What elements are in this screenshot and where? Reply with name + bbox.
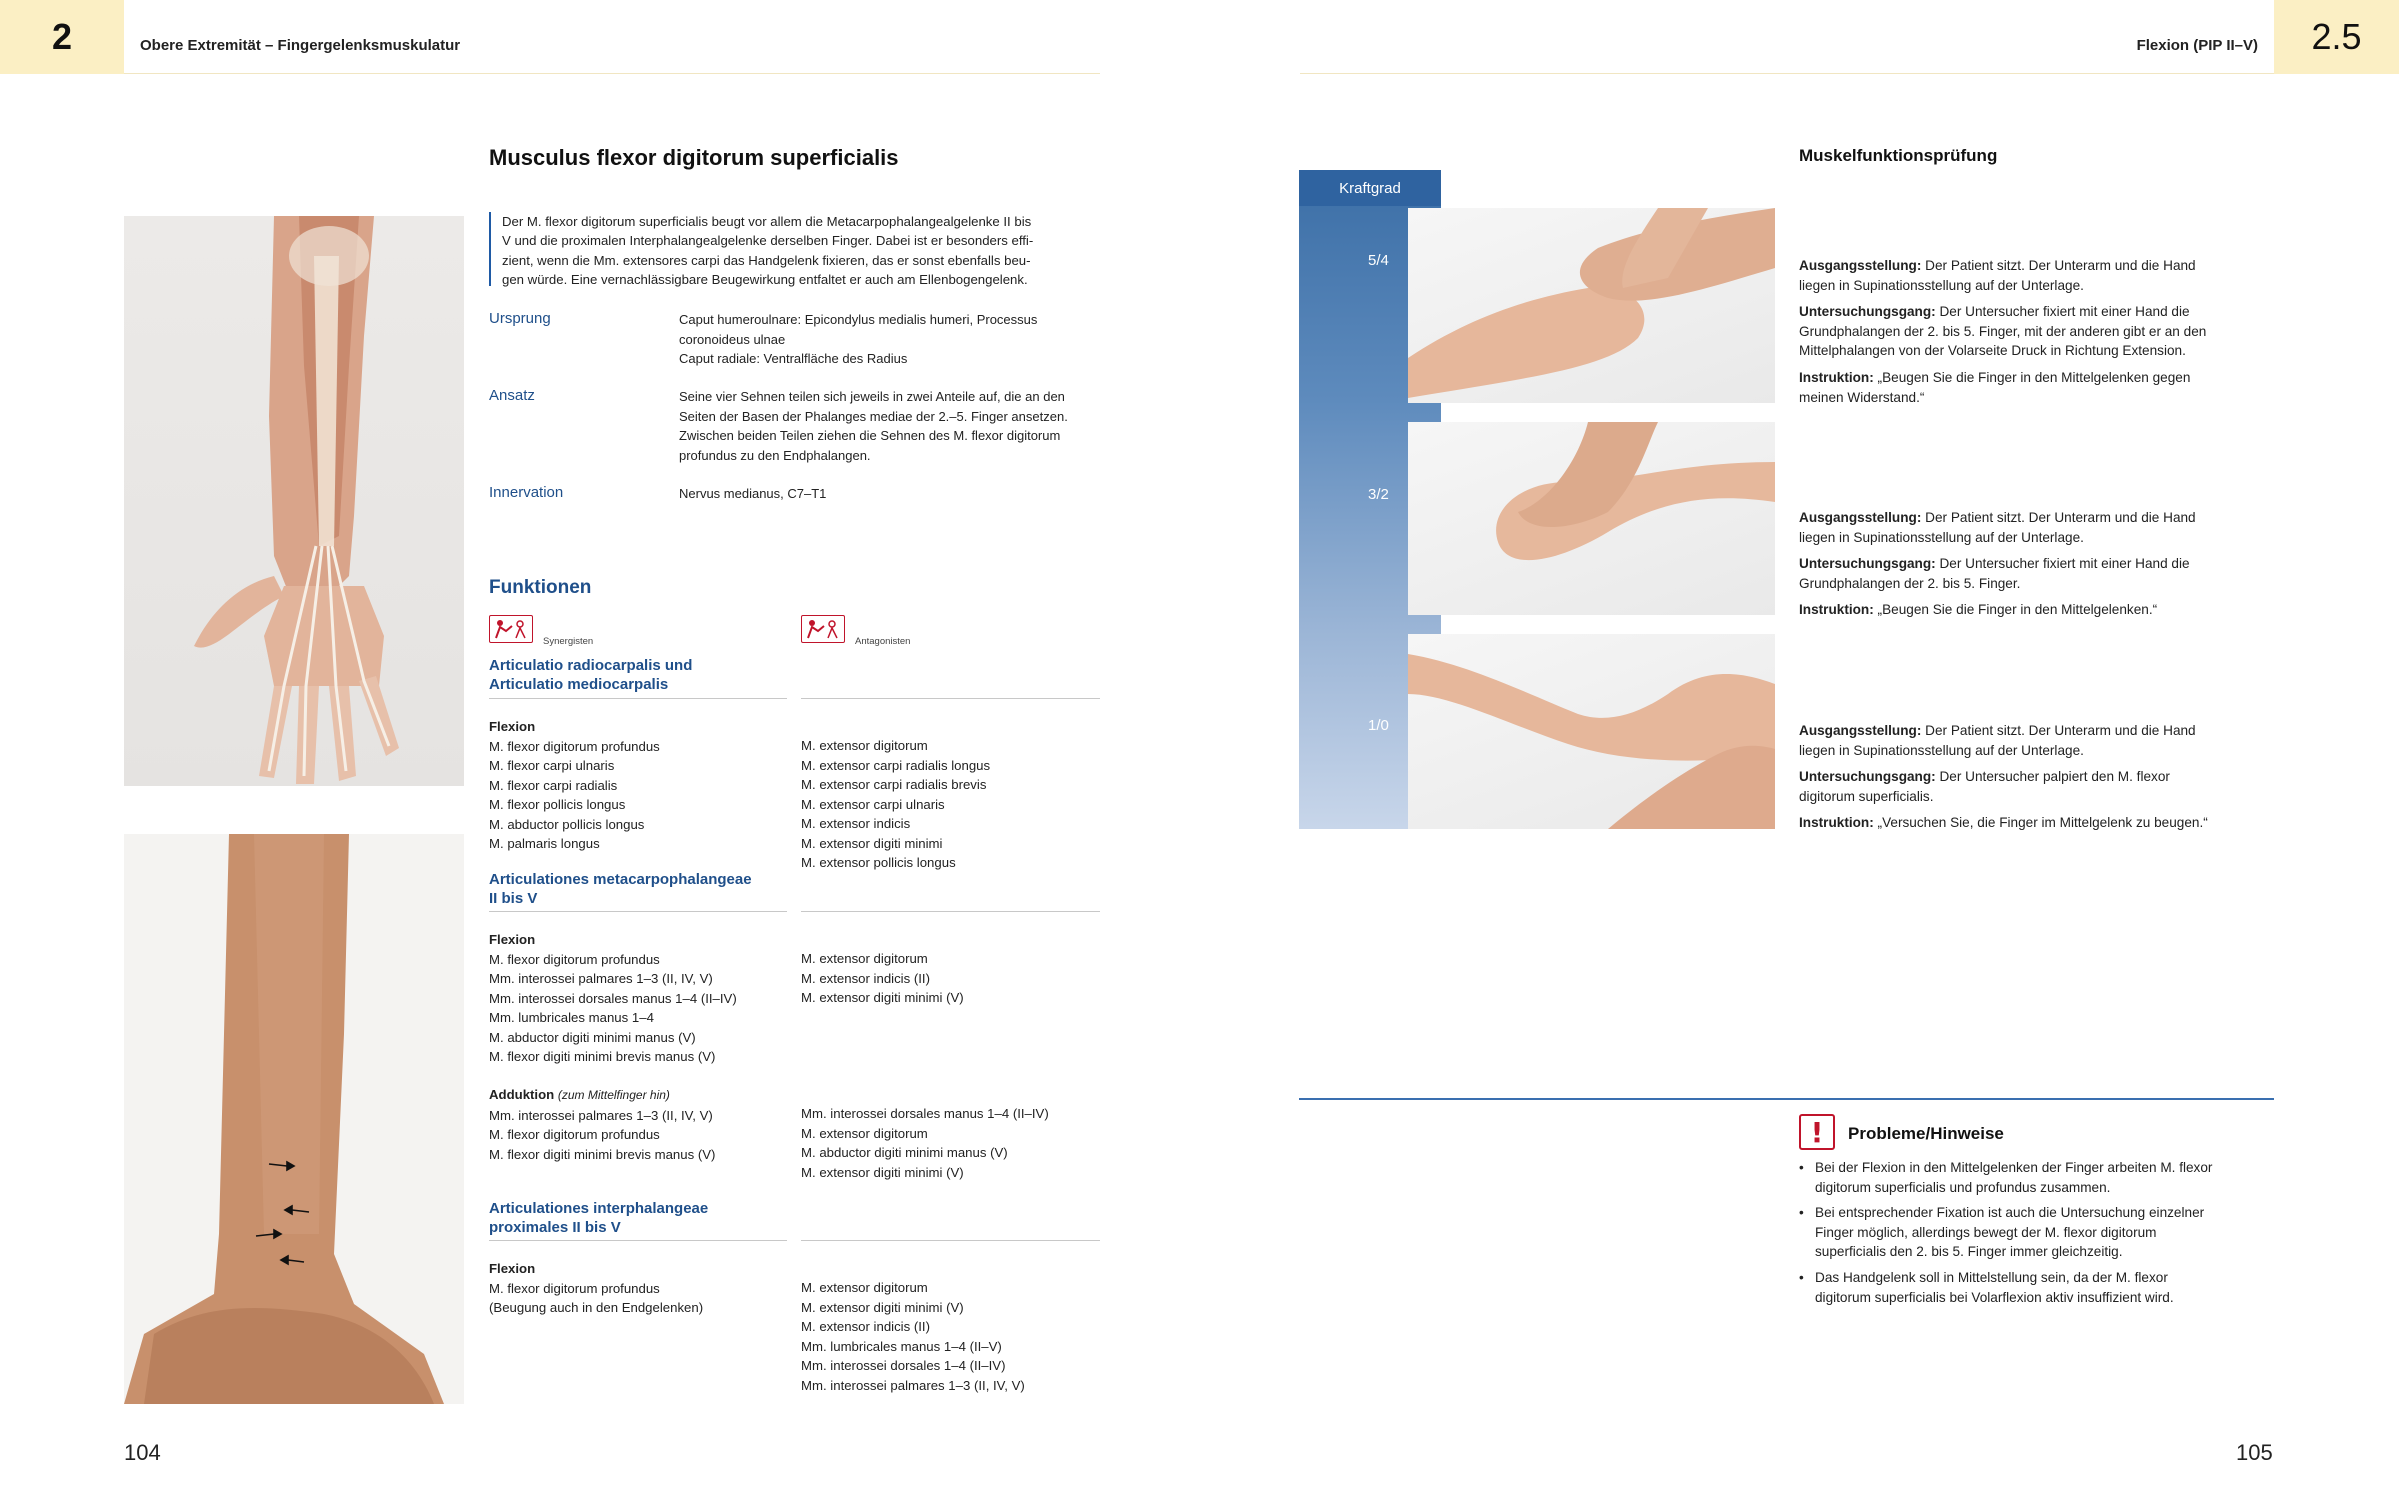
problem-line: superficialis den 2. bis 5. Finger immer gleichzeitig.	[1815, 1244, 2123, 1260]
test-label: Instruktion:	[1799, 369, 1874, 385]
test-text: „Beugen Sie die Finger in den Mittelgelenken gegen	[1877, 369, 2191, 385]
intro-paragraph	[502, 212, 1100, 290]
syn-item: Mm. lumbricales manus 1–4	[489, 1010, 654, 1025]
synergist-icon	[489, 615, 533, 643]
group-heading-line: Articulatio radiocarpalis und	[489, 657, 693, 674]
syn-item: M. flexor digitorum profundus	[489, 1280, 660, 1296]
problem-line: • Bei der Flexion in den Mittelgelenken der Finger arbeiten M. flexor	[1815, 1160, 2213, 1175]
group-heading-line: Articulatio mediocarpalis	[489, 676, 669, 693]
header-rule-left	[124, 73, 1100, 74]
page-number-right: 105	[2236, 1440, 2273, 1465]
test-label: Untersuchungsgang:	[1799, 304, 1936, 320]
test-text-cont: liegen in Supinationsstellung auf der Unterlage.	[1799, 742, 2084, 758]
test-text: „Versuchen Sie, die Finger im Mittelgelenk zu beugen.“	[1877, 815, 2208, 831]
test-text: Der Untersucher fixiert mit einer Hand die	[1939, 304, 2190, 320]
kraftgrad-tab	[1299, 170, 1441, 206]
test-label: Instruktion:	[1799, 602, 1874, 618]
ant-item: Mm. lumbricales manus 1–4 (II–V)	[801, 1338, 1002, 1354]
ant-item: M. extensor carpi radialis longus	[801, 757, 991, 773]
ant-item: M. extensor digiti minimi (V)	[801, 1164, 964, 1180]
ursprung-text	[679, 310, 1100, 369]
block-label: Flexion	[489, 1261, 536, 1276]
syn-block	[489, 1259, 789, 1318]
test-text-cont: Grundphalangen der 2. bis 5. Finger, mit der anderen gibt er an den	[1799, 323, 2207, 339]
ansatz-line: Seiten der Basen der Phalanges mediae der 2.–5. Finger ansetzen.	[679, 408, 1068, 424]
block-label: Flexion	[489, 932, 536, 947]
test-description	[1799, 256, 2279, 407]
syn-item: M. flexor digitorum profundus	[489, 951, 660, 967]
test-label: Ausgangsstellung:	[1799, 723, 1922, 738]
block-note: (zum Mittelfinger hin)	[557, 1088, 670, 1102]
syn-item: M. flexor digiti minimi brevis manus (V)	[489, 1146, 716, 1162]
test-text: Der Patient sitzt. Der Unterarm und die Hand	[1925, 510, 2196, 525]
grade-label: 1/0	[1368, 717, 1389, 734]
ursprung-label: Ursprung	[489, 310, 551, 327]
intro-line: Der M. flexor digitorum superficialis beugt vor allem die Metacarpophalangealgelenke II bis	[502, 214, 1032, 229]
group-heading	[489, 1199, 708, 1237]
innervation-text: Nervus medianus, C7–T1	[679, 486, 827, 501]
test-item	[1799, 256, 2279, 295]
ant-item: M. abductor digiti minimi manus (V)	[801, 1145, 1008, 1160]
warning-icon: !	[1799, 1114, 1835, 1150]
test-text-cont: liegen in Supinationsstellung auf der Unterlage.	[1799, 529, 2084, 545]
muscle-title: Musculus flexor digitorum superficialis	[489, 145, 899, 170]
antagonisten-label: Antagonisten	[855, 636, 911, 647]
ursprung-line: Caput radiale: Ventralfläche des Radius	[679, 351, 908, 366]
test-text: Der Patient sitzt. Der Unterarm und die Hand	[1925, 258, 2196, 273]
syn-block	[489, 1085, 789, 1164]
test-item	[1799, 302, 2279, 361]
group-heading-line: II bis V	[489, 890, 538, 907]
ant-item: M. extensor carpi ulnaris	[801, 796, 945, 812]
test-description	[1799, 508, 2279, 620]
ant-item: Mm. interossei palmares 1–3 (II, IV, V)	[801, 1377, 1025, 1393]
test-photo-grade-1-0	[1408, 634, 1775, 829]
group-heading-line: Articulationes interphalangeae	[489, 1200, 709, 1217]
forearm-photo	[124, 834, 464, 1404]
intro-line: V und die proximalen Interphalangealgelenke derselben Finger. Dabei ist er besonders effi-	[502, 233, 1034, 249]
funktionen-heading: Funktionen	[489, 577, 592, 598]
problems-list	[1799, 1158, 2279, 1313]
syn-item: M. abductor digiti minimi manus (V)	[489, 1029, 696, 1045]
test-item	[1799, 368, 2279, 407]
ant-item: M. extensor digitorum	[801, 951, 928, 966]
group-heading-line: proximales II bis V	[489, 1219, 621, 1236]
ant-block	[801, 1104, 1101, 1182]
ant-item: M. extensor digitorum	[801, 1280, 928, 1295]
ant-item: M. extensor indicis (II)	[801, 1319, 930, 1334]
ant-item: M. extensor digiti minimi (V)	[801, 1299, 964, 1315]
running-header-left: Obere Extremität – Fingergelenksmuskulatur	[140, 37, 461, 54]
syn-item: (Beugung auch in den Endgelenken)	[489, 1300, 704, 1315]
test-text-cont: Mittelphalangen von der Volarseite Druck in Richtung Extension.	[1799, 343, 2186, 359]
group-heading-line: Articulationes metacarpophalangeae	[489, 871, 752, 888]
ansatz-label: Ansatz	[489, 387, 535, 404]
chapter-number-right: 2.5	[2311, 16, 2362, 57]
group-rule-syn	[489, 911, 787, 912]
chapter-number-left: 2	[51, 16, 73, 57]
ansatz-line: profundus zu den Endphalangen.	[679, 447, 871, 463]
ansatz-line: Zwischen beiden Teilen ziehen die Sehnen des M. flexor digitorum	[679, 428, 1061, 443]
intro-line: gen würde. Eine vernachlässigbare Beugewirkung entfaltet er auch am Ellenbogengelenk.	[502, 272, 1028, 288]
syn-block	[489, 930, 789, 1067]
syn-item: M. flexor carpi radialis	[489, 777, 618, 793]
syn-item: M. flexor digiti minimi brevis manus (V)	[489, 1049, 716, 1064]
group-rule-syn	[489, 698, 787, 699]
problem-line: digitorum superficialis und profundus zusammen.	[1815, 1179, 2111, 1195]
problem-item	[1799, 1203, 2279, 1262]
group-rule-syn	[489, 1240, 787, 1241]
ant-block	[801, 1278, 1101, 1395]
grade-label: 3/2	[1368, 486, 1389, 503]
grade-label: 5/4	[1368, 252, 1389, 269]
test-text-cont: meinen Widerstand.“	[1799, 389, 1925, 405]
test-text: Der Untersucher palpiert den M. flexor	[1939, 769, 2170, 785]
group-heading	[489, 656, 692, 694]
test-item	[1799, 554, 2279, 593]
ant-item: M. extensor indicis (II)	[801, 970, 930, 986]
test-text: Der Patient sitzt. Der Unterarm und die Hand	[1925, 723, 2196, 738]
ant-item: M. extensor digiti minimi (V)	[801, 990, 964, 1005]
ansatz-text	[679, 387, 1100, 465]
syn-item: M. palmaris longus	[489, 836, 600, 851]
syn-item: Mm. interossei dorsales manus 1–4 (II–IV)	[489, 990, 737, 1006]
ursprung-line: Caput humeroulnare: Epicondylus medialis humeri, Processus	[679, 312, 1038, 327]
header-rule-right	[1300, 73, 2274, 74]
group-rule-ant	[801, 911, 1100, 912]
antagonist-icon	[801, 615, 845, 643]
ant-item: M. extensor indicis	[801, 816, 911, 831]
page-number-left: 104	[124, 1440, 161, 1465]
test-item	[1799, 508, 2279, 547]
ant-item: M. extensor digitorum	[801, 738, 928, 753]
group-rule-ant	[801, 698, 1100, 699]
problem-line: • Das Handgelenk soll in Mittelstellung sein, da der M. flexor	[1815, 1269, 2168, 1285]
running-header-right: Flexion (PIP II–V)	[2136, 37, 2258, 54]
problem-item	[1799, 1268, 2279, 1307]
syn-block	[489, 717, 789, 854]
test-label: Ausgangsstellung:	[1799, 258, 1922, 273]
problems-divider	[1299, 1098, 2274, 1100]
ant-item: M. extensor digiti minimi	[801, 835, 943, 851]
test-item	[1799, 600, 2279, 620]
ant-item: Mm. interossei dorsales 1–4 (II–IV)	[801, 1358, 1006, 1373]
syn-item: M. flexor digitorum profundus	[489, 1127, 660, 1142]
test-text-cont: liegen in Supinationsstellung auf der Unterlage.	[1799, 277, 2084, 293]
test-text-cont: Grundphalangen der 2. bis 5. Finger.	[1799, 575, 2021, 591]
group-heading	[489, 870, 752, 908]
ursprung-line: coronoideus ulnae	[679, 331, 786, 347]
ant-item: M. extensor pollicis longus	[801, 855, 956, 870]
test-description	[1799, 721, 2279, 833]
problem-line: Finger möglich, allerdings bewegt der M. flexor digitorum	[1815, 1224, 2157, 1240]
test-item	[1799, 767, 2279, 806]
test-label: Instruktion:	[1799, 815, 1874, 831]
kraftgrad-label: Kraftgrad	[1339, 179, 1401, 197]
test-label: Untersuchungsgang:	[1799, 769, 1936, 785]
block-label: Adduktion	[489, 1087, 555, 1102]
intro-accent-bar	[489, 212, 491, 286]
chapter-number-box-right	[2274, 0, 2399, 74]
test-text-cont: digitorum superficialis.	[1799, 788, 1934, 804]
chapter-number-box-left	[0, 0, 124, 74]
block-label-row	[489, 1085, 789, 1106]
ant-block	[801, 949, 1101, 1008]
problem-item	[1799, 1158, 2279, 1197]
problems-title: Probleme/Hinweise	[1848, 1124, 2004, 1143]
test-item	[1799, 813, 2279, 833]
anatomy-illustration	[124, 216, 464, 786]
ansatz-line: Seine vier Sehnen teilen sich jeweils in zwei Anteile auf, die an den	[679, 389, 1065, 404]
ant-block	[801, 736, 1101, 873]
syn-item: M. abductor pollicis longus	[489, 816, 645, 832]
syn-item: M. flexor digitorum profundus	[489, 738, 660, 754]
synergisten-label: Synergisten	[543, 636, 594, 647]
syn-item: M. flexor pollicis longus	[489, 797, 626, 812]
muskelfunktion-title: Muskelfunktionsprüfung	[1799, 146, 1998, 165]
group-rule-ant	[801, 1240, 1100, 1241]
test-label: Untersuchungsgang:	[1799, 556, 1936, 572]
problem-line: • Bei entsprechender Fixation ist auch die Untersuchung einzelner	[1815, 1205, 2205, 1221]
test-photo-grade-5-4	[1408, 208, 1775, 403]
syn-item: M. flexor carpi ulnaris	[489, 758, 615, 773]
innervation-label: Innervation	[489, 484, 564, 501]
problem-line: digitorum superficialis bei Volarflexion aktiv insuffizient wird.	[1815, 1289, 2174, 1305]
test-text: „Beugen Sie die Finger in den Mittelgelenken.“	[1877, 602, 2158, 618]
test-text: Der Untersucher fixiert mit einer Hand die	[1939, 556, 2190, 572]
ant-item: M. extensor carpi radialis brevis	[801, 777, 987, 792]
syn-item: Mm. interossei palmares 1–3 (II, IV, V)	[489, 971, 713, 986]
intro-line: zient, wenn die Mm. extensores carpi das Handgelenk fixieren, das er sonst ebenfalls beu-	[502, 252, 1031, 268]
ant-item: Mm. interossei dorsales manus 1–4 (II–IV)	[801, 1106, 1049, 1121]
syn-item: Mm. interossei palmares 1–3 (II, IV, V)	[489, 1107, 713, 1123]
test-photo-grade-3-2	[1408, 422, 1775, 615]
test-item	[1799, 721, 2279, 760]
block-label: Flexion	[489, 719, 536, 734]
test-label: Ausgangsstellung:	[1799, 510, 1922, 525]
ant-item: M. extensor digitorum	[801, 1125, 928, 1141]
